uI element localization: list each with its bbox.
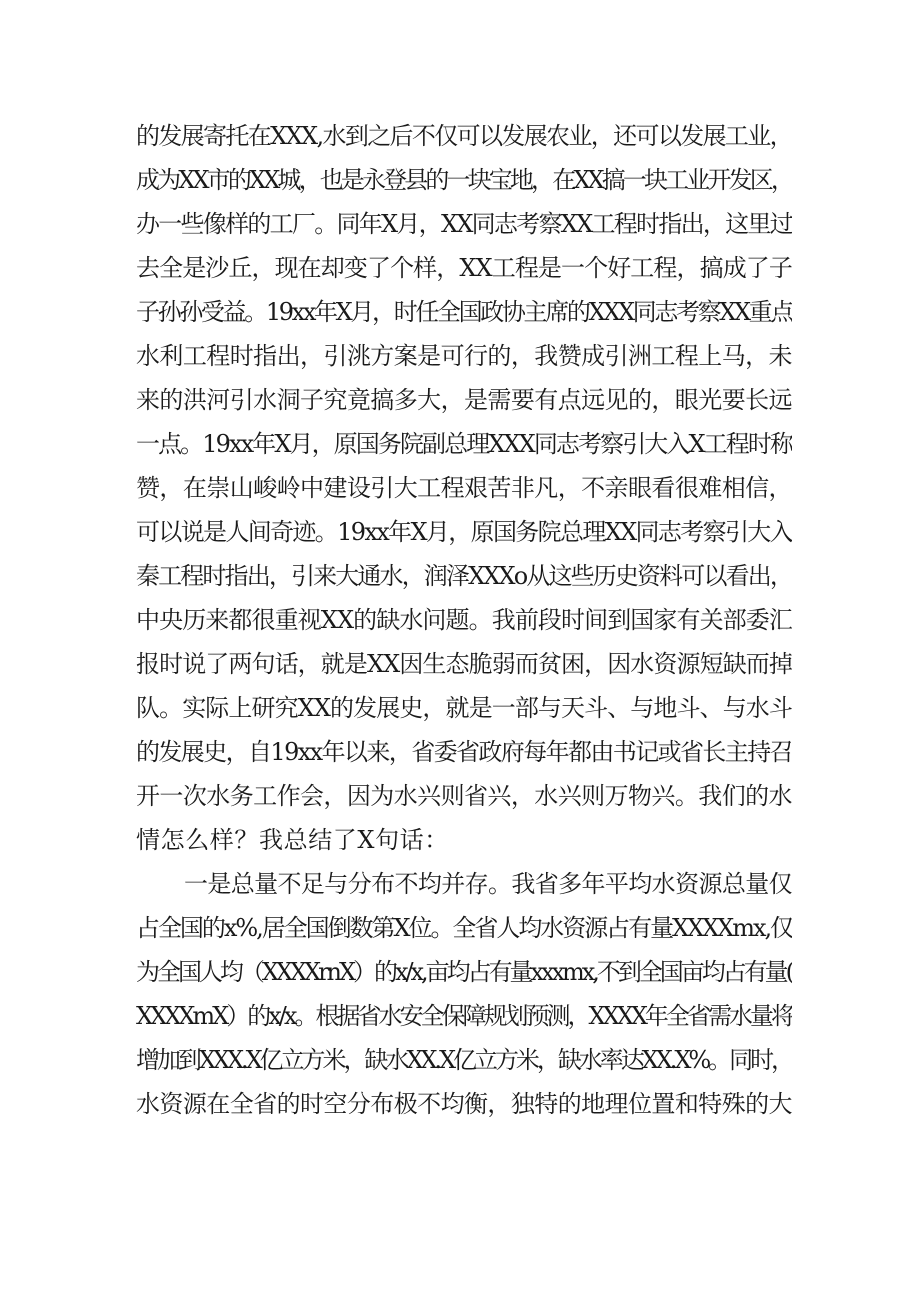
text-line: 队。实际上研究XX的发展史，就是一部与天斗、与地斗、与水斗: [136, 694, 792, 722]
text-line: 增加到XXX.X亿立方米，缺水XX.X亿立方米，缺水率达XX.X%。同时，: [136, 1046, 792, 1074]
text-line: 开一次水务工作会，因为水兴则省兴，水兴则万物兴。我们的水: [136, 782, 792, 810]
text-line: 水利工程时指出，引洮方案是可行的，我赞成引洲工程上马，未: [136, 342, 792, 370]
text-line: 成为XX市的XX城，也是永登县的一块宝地，在XX搞一块工业开发区，: [136, 166, 792, 194]
text-line: 秦工程时指出，引来大通水，润泽XXXo从这些历史资料可以看出，: [136, 562, 792, 590]
text-line: XXXXmX）的x/x。根据省水安全保障规划预测，XXXX年全省需水量将: [136, 1002, 792, 1030]
text-line: 占全国的x%,居全国倒数第X位。全省人均水资源占有量XXXXmx,仅: [136, 914, 792, 942]
text-line: 赞，在崇山峻岭中建设引大工程艰苦非凡，不亲眼看很难相信，: [136, 474, 792, 502]
text-line: 的发展寄托在XXX,水到之后不仅可以发展农业，还可以发展工业，: [136, 122, 792, 150]
text-line: 可以说是人间奇迹。19xx年X月，原国务院总理XX同志考察引大入: [136, 518, 792, 546]
text-line: 为全国人均（XXXXrnX）的x/x,亩均占有量xxxmx,不到全国亩均占有量(: [136, 958, 792, 986]
text-line: 情怎么样？我总结了X句话：: [136, 826, 449, 854]
text-line: 去全是沙丘，现在却变了个样，XX工程是一个好工程，搞成了子: [136, 254, 792, 282]
text-line: 水资源在全省的时空分布极不均衡，独特的地理位置和特殊的大: [136, 1090, 792, 1118]
text-line: 中央历来都很重视XX的缺水问题。我前段时间到国家有关部委汇: [136, 606, 792, 634]
text-line: 办一些像样的工厂。同年X月，XX同志考察XX工程时指出，这里过: [136, 210, 792, 238]
text-line: 的发展史，自19xx年以来，省委省政府每年都由书记或省长主持召: [136, 738, 792, 766]
text-line: 子孙孙受益。19xx年X月，时任全国政协主席的XXX同志考察XX重点: [136, 298, 792, 326]
body-text: [136, 114, 792, 1126]
text-line: 报时说了两句话，就是XX因生态脆弱而贫困，因水资源短缺而掉: [136, 650, 792, 678]
paragraph-first-line: 一是总量不足与分布不均并存。我省多年平均水资源总量仅: [184, 870, 792, 898]
text-line: 来的洪河引水洞子究竟搞多大，是需要有点远见的，眼光要长远: [136, 386, 792, 414]
text-line: 一点。19xx年X月，原国务院副总理XXX同志考察引大入X工程时称: [136, 430, 792, 458]
